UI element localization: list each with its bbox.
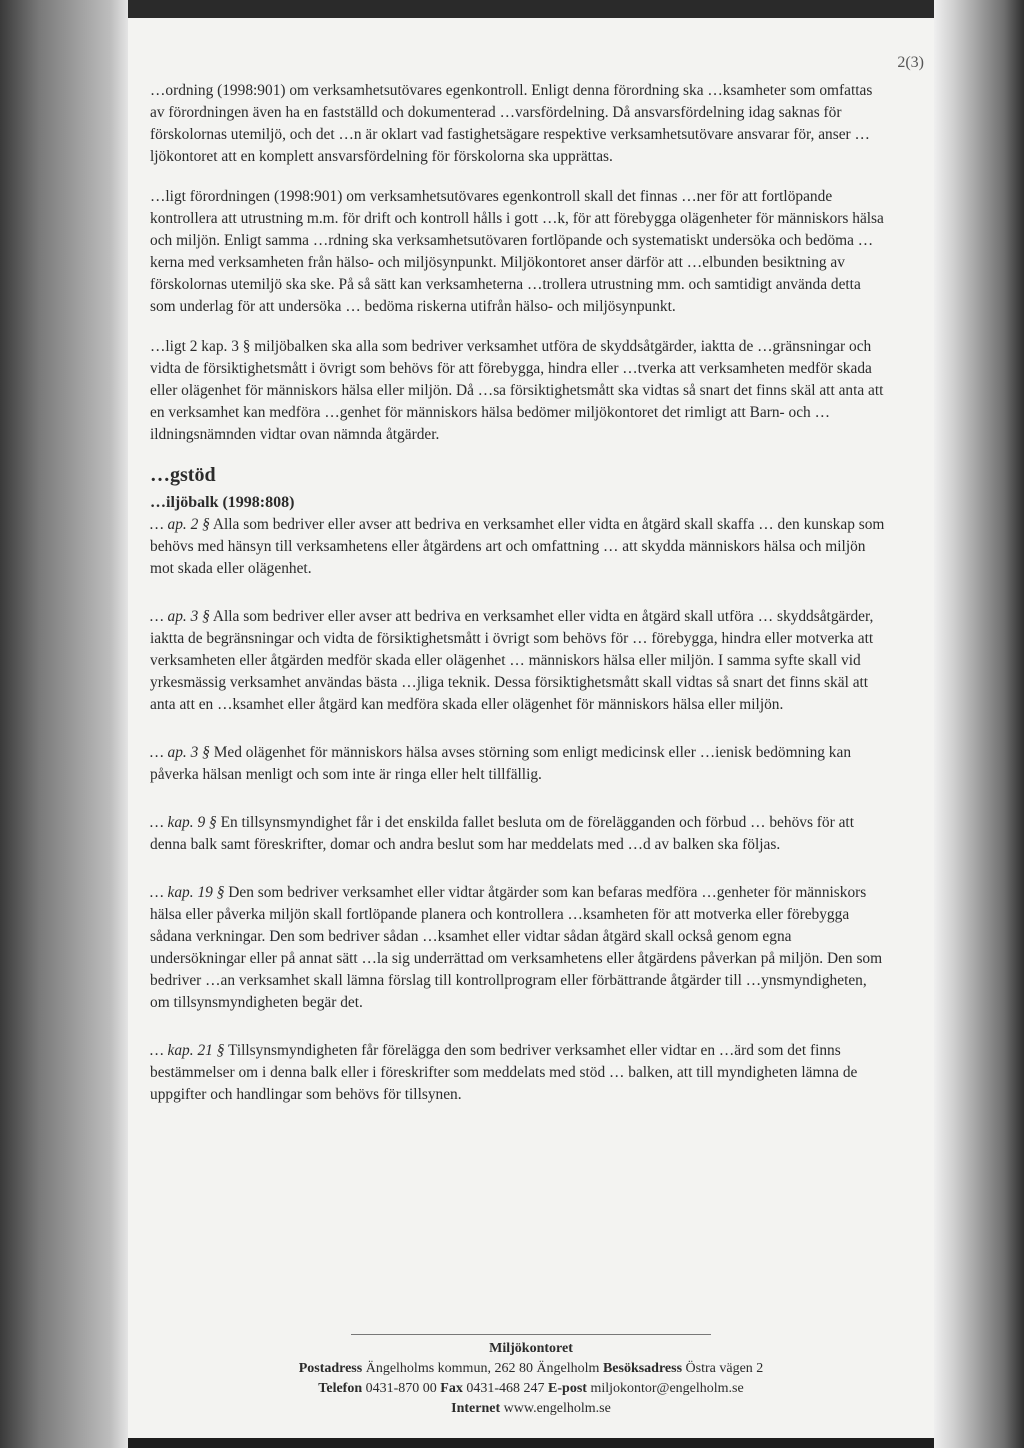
law-ref: … ap. 2 §: [150, 516, 210, 533]
law-ref: … ap. 3 §: [150, 744, 210, 761]
scan-right-shadow: [934, 0, 1024, 1448]
paragraph-miljobalken: …ligt 2 kap. 3 § miljöbalken ska alla som bedriver verksamhet utföra de skyddsåtgärder, iaktta de …gränsningar och vidta de försiktighetsmått i övrigt som behövs för att förebygga, hindra eller …tverka att verksamheten medför skada eller olägenhet för människors hälsa eller miljön. Då …sa försiktighetsmått ska vidtas så snart det finns skäl att anta att en verksamhet kan medföra …genhet för människors hälsa bedömer miljökontoret det rimligt att Barn- och …ildningsnämnden vidtar ovan nämnda åtgärder.: [150, 338, 884, 443]
besoksadress-value: Östra vägen 2: [685, 1361, 764, 1376]
law-section: [150, 882, 890, 1014]
postadress-label: Postadress: [298, 1361, 363, 1376]
internet-value: www.engelholm.se: [503, 1401, 611, 1416]
law-section: [150, 742, 890, 786]
law-text: En tillsynsmyndighet får i det enskilda fallet besluta om de förelägganden och förbud … behövs för att denna balk samt föreskrifter, domar och andra beslut som har meddelats med …d av balken ska följas.: [150, 814, 854, 853]
page-number: 2(3): [897, 54, 924, 71]
telefon-label: Telefon: [318, 1381, 363, 1396]
scan-left-shadow: [0, 0, 128, 1448]
scan-top-border: [0, 0, 1024, 18]
page-footer: [128, 1334, 934, 1419]
law-sections: [150, 514, 890, 1106]
besoksadress-label: Besöksadress: [602, 1361, 683, 1376]
law-text: Med olägenhet för människors hälsa avses störning som enligt medicinsk eller …ienisk bedömning kan påverka hälsan menligt och som inte är ringa eller helt tillfällig.: [150, 744, 852, 783]
law-section: [150, 1040, 890, 1106]
document-page: [128, 18, 934, 1438]
law-section: [150, 514, 890, 580]
internet-label: Internet: [451, 1401, 501, 1416]
law-section: [150, 606, 890, 716]
epost-label: E-post: [548, 1381, 587, 1396]
law-text: Tillsynsmyndigheten får förelägga den som bedriver verksamhet eller vidtar en …ärd som det finns bestämmelser om i denna balk eller i föreskrifter som meddelats med stöd … balken, att till myndigheten lämna de uppgifter och handlingar som behövs för tillsynen.: [150, 1042, 858, 1103]
legal-heading: …gstöd: [150, 464, 216, 486]
telefon-value: 0431-870 00: [365, 1381, 437, 1396]
law-text: Den som bedriver verksamhet eller vidtar åtgärder som kan befaras medföra …genheter för människors hälsa eller påverka miljön skall fortlöpande planera och kontrollera …ksamheten för att motverka eller förebygga sådana verkningar. Den som bedriver sådan …ksamhet eller vidtar sådan åtgärd skall också genom egna undersökningar eller på annat sätt …la sig underrättad om verksamhetens eller åtgärdens påverkan på miljön. Den som bedriver …an verksamhet skall lämna förslag till kontrollprogram eller förbättrande åtgärder till …ynsmyndigheten, om tillsynsmyndigheten begär det.: [150, 884, 883, 1011]
law-ref: … kap. 9 §: [150, 814, 217, 831]
footer-divider: [351, 1334, 711, 1335]
fax-value: 0431-468 247: [466, 1381, 545, 1396]
law-ref: … kap. 21 §: [150, 1042, 225, 1059]
paragraph-egenkontroll: …ligt förordningen (1998:901) om verksamhetsutövares egenkontroll skall det finnas …ner för att fortlöpande kontrollera att utrustning m.m. för drift och kontroll hålls i gott …k, för att förebygga olägenheter för människors hälsa och miljön. Enligt samma …rdning ska verksamhetsutövaren fortlöpande och systematiskt undersöka och bedöma …kerna med verksamheten från hälso- och miljösynpunkt. Miljökontoret anser därför att …elbunden besiktning av förskolornas utemiljö ska ske. På så sätt kan verksamheterna …trollera utrustning mm. och samtidigt använda detta som underlag för att undersöka … bedöma riskerna utifrån hälso- och miljösynpunkt.: [150, 188, 884, 315]
epost-value: miljokontor@engelholm.se: [590, 1381, 744, 1396]
fax-label: Fax: [440, 1381, 463, 1396]
law-ref: … kap. 19 §: [150, 884, 225, 901]
document-body: [150, 80, 890, 1132]
law-text: Alla som bedriver eller avser att bedriva en verksamhet eller vidta en åtgärd skall utföra … skyddsåtgärder, iaktta de begränsningar och vidta de försiktighetsmått i övrigt som behövs för … förebygga, hindra eller motverka att verksamheten eller åtgärden medför skada eller olägenhet … människors hälsa eller miljön. I samma syfte skall vid yrkesmässig verksamhet användas bästa …jliga teknik. Dessa försiktighetsmått skall vidtas så snart det finns skäl att anta att en …ksamhet eller åtgärd kan medföra skada eller olägenhet för människors hälsa eller miljön.: [150, 608, 874, 713]
law-text: Alla som bedriver eller avser att bedriva en verksamhet eller vidta en åtgärd skall skaffa … den kunskap som behövs med hänsyn till verksamhetens eller åtgärdens art och omfattning … att skydda människors hälsa och miljön mot skada eller olägenhet.: [150, 516, 885, 577]
law-title: …iljöbalk (1998:808): [150, 494, 295, 511]
paragraph-ordning: …ordning (1998:901) om verksamhetsutövares egenkontroll. Enligt denna förordning ska …ksamheter som omfattas av förordningen även ha en fastställd och dokumenterad …varsfördelning. Då ansvarsfördelning idag saknas för förskolornas utemiljö, och det …n är oklart vad fastighetsägare respektive verksamhetsutövare ansvarar för, anser …ljökontoret att en komplett ansvarsfördelning för förskolorna ska upprättas.: [150, 82, 873, 165]
law-ref: … ap. 3 §: [150, 608, 210, 625]
law-section: [150, 812, 890, 856]
postadress-value: Ängelholms kommun, 262 80 Ängelholm: [365, 1361, 600, 1376]
footer-org: Miljökontoret: [489, 1341, 573, 1356]
